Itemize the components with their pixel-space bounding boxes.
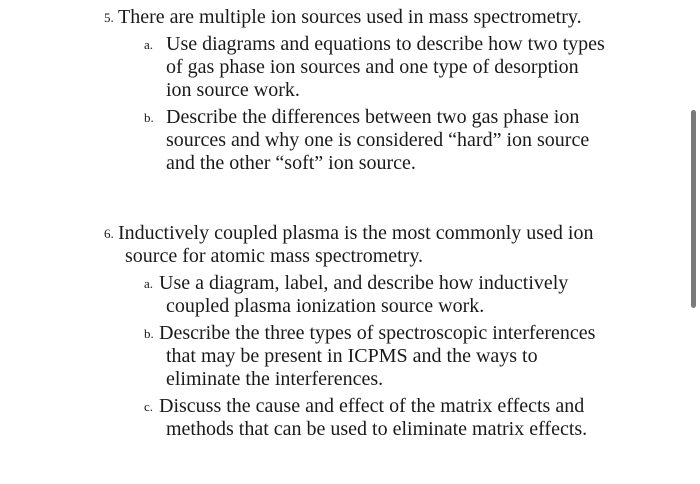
part-text: Describe the differences between two gas phase ion sources and why one is considered “hard” ion source and the other “soft” ion source.	[166, 106, 590, 174]
question-number: 5.	[104, 10, 114, 25]
part-text: Describe the three types of spectroscopic interferences that may be present in ICPMS and the ways to eliminate the interferences.	[159, 322, 596, 390]
part-letter: b.	[144, 326, 154, 341]
question-text: There are multiple ion sources used in mass spectrometry.	[118, 6, 582, 28]
question-number: 6.	[104, 226, 114, 241]
part-text: Use a diagram, label, and describe how inductively coupled plasma ionization source work.	[159, 272, 569, 317]
part-text: Use diagrams and equations to describe how two types of gas phase ion sources and one type of desorption ion source work.	[166, 33, 605, 101]
part-letter: c.	[144, 399, 154, 414]
question-5-part-b	[0, 106, 690, 175]
question-6-stem	[0, 222, 690, 268]
part-letter: a.	[144, 37, 154, 52]
question-6-part-c	[0, 395, 690, 441]
question-6	[0, 222, 690, 441]
question-6-part-b	[0, 322, 690, 391]
question-text: Inductively coupled plasma is the most commonly used ion source for atomic mass spectrometry.	[118, 222, 594, 267]
question-5-stem	[0, 6, 690, 29]
question-5	[0, 6, 690, 175]
question-5-part-a	[0, 33, 690, 102]
part-text: Discuss the cause and effect of the matrix effects and methods that can be used to eliminate matrix effects.	[159, 395, 588, 440]
question-6-part-a	[0, 272, 690, 318]
part-letter: a.	[144, 276, 154, 291]
part-letter: b.	[144, 110, 154, 125]
vertical-scrollbar[interactable]	[691, 110, 696, 308]
